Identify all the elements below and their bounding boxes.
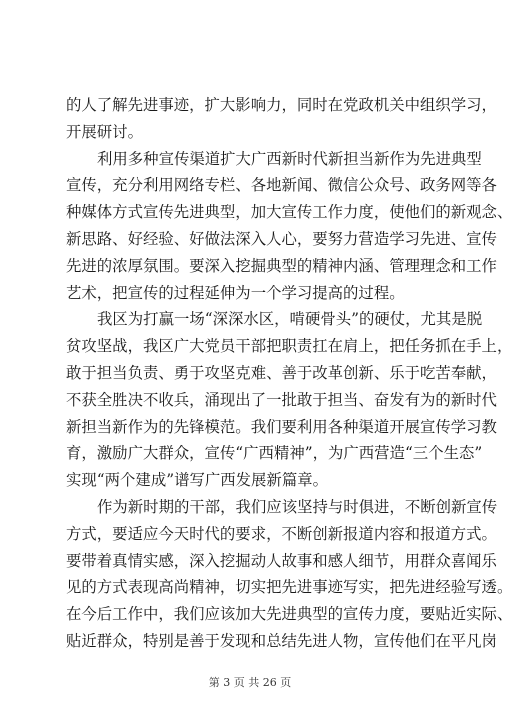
text-line: 不获全胜决不收兵，涌现出了一批敢于担当、奋发有为的新时代 [66, 390, 497, 409]
text-line: 贴近群众，特别是善于发现和总结先进人物，宣传他们在平凡岗 [66, 631, 497, 650]
paragraph [66, 494, 512, 655]
text-line: 新担当新作为的先锋模范。我们要利用各种渠道开展宣传学习教 [66, 417, 497, 436]
text-line: 艺术，把宣传的过程延伸为一个学习提高的过程。 [66, 283, 405, 302]
text-line: 贫攻坚战，我区广大党员干部把职责扛在肩上，把任务抓在手上， [66, 337, 512, 356]
text-line: 我区为打赢一场“深深水区，啃硬骨头”的硬仗，尤其是脱 [97, 310, 483, 329]
text-line: 实现“两个建成”谱写广西发展新篇章。 [66, 471, 328, 490]
text-line: 敢于担当负责、勇于攻坚克难、善于改革创新、乐于吃苦奉献， [66, 363, 497, 382]
text-line: 的人了解先进事迹，扩大影响力，同时在党政机关中组织学习， [66, 96, 497, 114]
paragraph [66, 92, 497, 146]
page-footer: 第 3 页 共 26 页 [208, 676, 292, 689]
text-line: 要带着真情实感，深入挖掘动人故事和感人细节，用群众喜闻乐 [66, 551, 497, 570]
text-line: 开展研讨。 [66, 122, 143, 141]
text-line: 育，激励广大群众，宣传“广西精神”，为广西营造“三个生态” [66, 444, 483, 463]
paragraph [66, 306, 512, 494]
text-line: 种媒体方式宣传先进典型，加大宣传工作力度，使他们的新观念、 [66, 203, 512, 222]
text-line: 作为新时期的干部，我们应该坚持与时俱进，不断创新宣传 [97, 497, 498, 516]
paragraph [66, 146, 512, 307]
text-line: 先进的浓厚氛围。要深入挖掘典型的精神内涵、管理理念和工作 [66, 256, 497, 275]
text-line: 见的方式表现高尚精神，切实把先进事迹写实，把先进经验写透。 [66, 578, 512, 597]
text-line: 利用多种宣传渠道扩大广西新时代新担当新作为先进典型 [97, 149, 482, 168]
document-body [66, 92, 512, 655]
text-line: 方式，要适应今天时代的要求，不断创新报道内容和报道方式。 [66, 524, 497, 543]
text-line: 宣传，充分利用网络专栏、各地新闻、微信公众号、政务网等各 [66, 176, 497, 195]
text-line: 在今后工作中，我们应该加大先进典型的宣传力度，要贴近实际、 [66, 605, 512, 624]
text-line: 新思路、好经验、好做法深入人心，要努力营造学习先进、宣传 [66, 229, 497, 248]
